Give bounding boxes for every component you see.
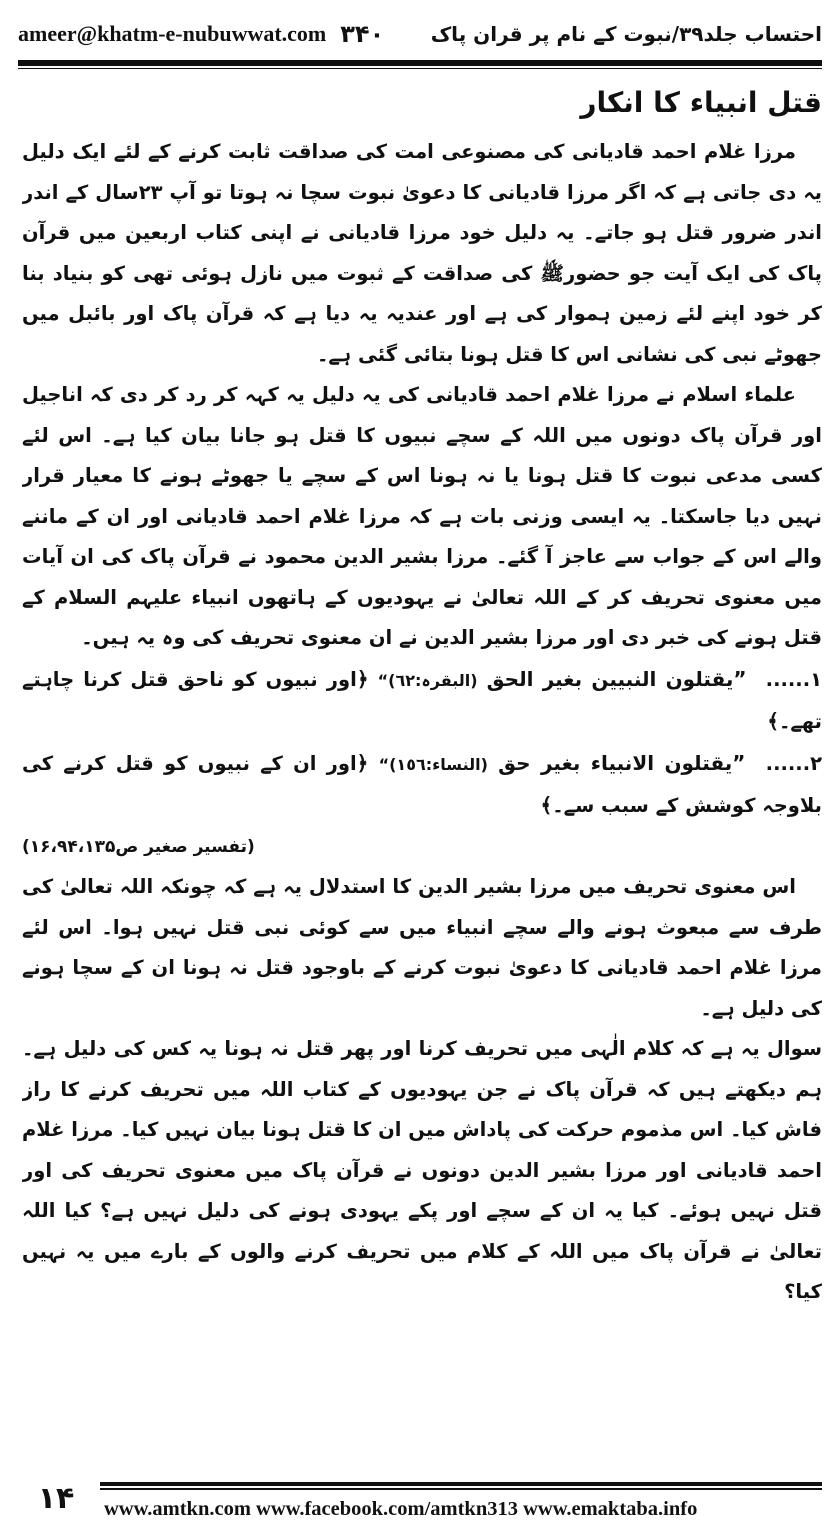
page-footer xyxy=(18,1476,822,1526)
header-rule-thin xyxy=(18,68,822,69)
verse-2-translation: اور ان کے نبیوں کو قتل کرنے کی بلاوجہ کوشش کے سبب سے۔ xyxy=(22,751,822,817)
paragraph-2: علماء اسلام نے مرزا غلام احمد قادیانی کی یہ دلیل یہ کہہ کر رد کر دی کہ اناجیل اور قرآن پاک دونوں میں اللہ کے سچے نبیوں کا قتل ہو جانا بیان کیا ہے۔ اس لئے کسی مدعی نبوت کا قتل ہونا یا نہ ہونا اس کے سچے یا جھوٹے ہونے کا معیار قرار نہیں دیا جاسکتا۔ یہ ایسی وزنی بات ہے کہ مرزا غلام احمد قادیانی اور ان کے ماننے والے اس کے جواب سے عاجز آ گئے۔ مرزا بشیر الدین محمود نے قرآن پاک کی ان آیات میں معنوی تحریف کر کے اللہ تعالیٰ نے یہودیوں کے ہاتھوں انبیاء علیہم السلام کے قتل ہونے کی خبر دی اور مرزا بشیر الدین نے ان معنوی تحریف کی وہ یہ ہیں۔ xyxy=(22,383,822,649)
verse-2 xyxy=(22,743,822,827)
paragraph-1: مرزا غلام احمد قادیانی کی مصنوعی امت کی صداقت ثابت کرنے کے لئے ایک دلیل یہ دی جاتی ہے کہ اگر مرزا قادیانی کا دعویٰ نبوت سچا نہ ہوتا تو آپ ۲۳سال کے اندر اندر ضرور قتل ہو جاتے۔ یہ دلیل خود مرزا قادیانی نے اپنی کتاب اربعین میں قرآن پاک کی ایک آیت جو حضورﷺ کی صداقت کے ثبوت میں نازل ہوئی تھی کو بنیاد بنا کر خود اپنے لئے زمین ہموار کی ہے اور عندیہ یہ دیا ہے کہ قرآن پاک اور بائبل میں جھوٹے نبی کی نشانی اس کا قتل ہونا بتائی گئی ہے۔ xyxy=(22,140,822,366)
verse-2-ornament-open: ﴿ xyxy=(356,750,369,775)
footer-rule-thick xyxy=(100,1482,822,1486)
page-header xyxy=(18,14,822,54)
header-left xyxy=(18,20,384,48)
footer-website-links[interactable]: www.amtkn.com www.facebook.com/amtkn313 www.emaktaba.info xyxy=(104,1498,698,1520)
verse-2-number: ۲...... xyxy=(765,751,822,775)
header-email[interactable]: ameer@khatm-e-nubuwwat.com xyxy=(18,21,327,46)
header-rule-thick xyxy=(18,60,822,66)
verse-1-reference: (البقرہ:٦٢)“ xyxy=(377,670,478,690)
verse-1-translation: اور نبیوں کو ناحق قتل کرنا چاہتے تھے۔ xyxy=(22,667,822,733)
verse-2-arabic: ”یقتلون الانبیاء بغیر حق xyxy=(498,750,746,775)
tafsir-reference-line xyxy=(22,827,822,868)
verse-2-ornament-close: ﴾ xyxy=(540,793,553,817)
verse-1-ornament-open: ﴿ xyxy=(356,666,369,691)
verse-1-number: ۱...... xyxy=(765,667,822,691)
verse-2-reference: (النساء:١٥٦)“ xyxy=(378,754,488,774)
verse-1 xyxy=(22,659,822,743)
tafsir-reference: (تفسیر صغیر ص۱۶،۹۴،۱۳۵) xyxy=(22,836,255,857)
verse-1-ornament-close: ﴾ xyxy=(767,709,779,733)
section-heading: قتل انبیاء کا انکار xyxy=(580,86,822,119)
footer-page-number: ۱۴ xyxy=(37,1481,75,1516)
page-body xyxy=(22,80,822,1452)
header-book-title: احتساب جلد۳۹/نبوت کے نام پر قران پاک xyxy=(430,22,822,46)
header-page-number: ۳۴۰ xyxy=(340,20,385,48)
paragraph-4: سوال یہ ہے کہ کلام الٰہی میں تحریف کرنا اور پھر قتل نہ ہونا یہ کس کی دلیل ہے۔ ہم دیکھتے ہیں کہ قرآن پاک نے جن یہودیوں کے کتاب اللہ میں تحریف کرنے کا راز فاش کیا۔ اس مذموم حرکت کی پاداش میں ان کا قتل ہونا بیان نہیں کیا۔ مرزا غلام احمد قادیانی اور مرزا بشیر الدین دونوں نے قرآن پاک میں معنوی تحریف کی اور قتل نہیں ہوئے۔ کیا یہ ان کے سچے اور پکے یہودی ہونے کی دلیل نہیں ہے؟ کیا اللہ تعالیٰ نے قرآن پاک میں اللہ کے کلام میں تحریف کرنے والوں کے بارے میں یہ نہیں کیا؟ xyxy=(22,1037,822,1303)
verse-1-arabic: ”یقتلون النبیین بغیر الحق xyxy=(486,666,747,691)
footer-rule-thin xyxy=(100,1488,822,1490)
paragraph-3: اس معنوی تحریف میں مرزا بشیر الدین کا استدلال یہ ہے کہ چونکہ اللہ تعالیٰ کی طرف سے مبعوث ہونے والے سچے انبیاء میں سے کوئی نبی قتل نہیں ہوا۔ اس لئے مرزا غلام احمد قادیانی کا دعویٰ نبوت کرنے کے باوجود قتل نہ ہونا ان کے سچا ہونے کی دلیل ہے۔ xyxy=(22,875,822,1020)
